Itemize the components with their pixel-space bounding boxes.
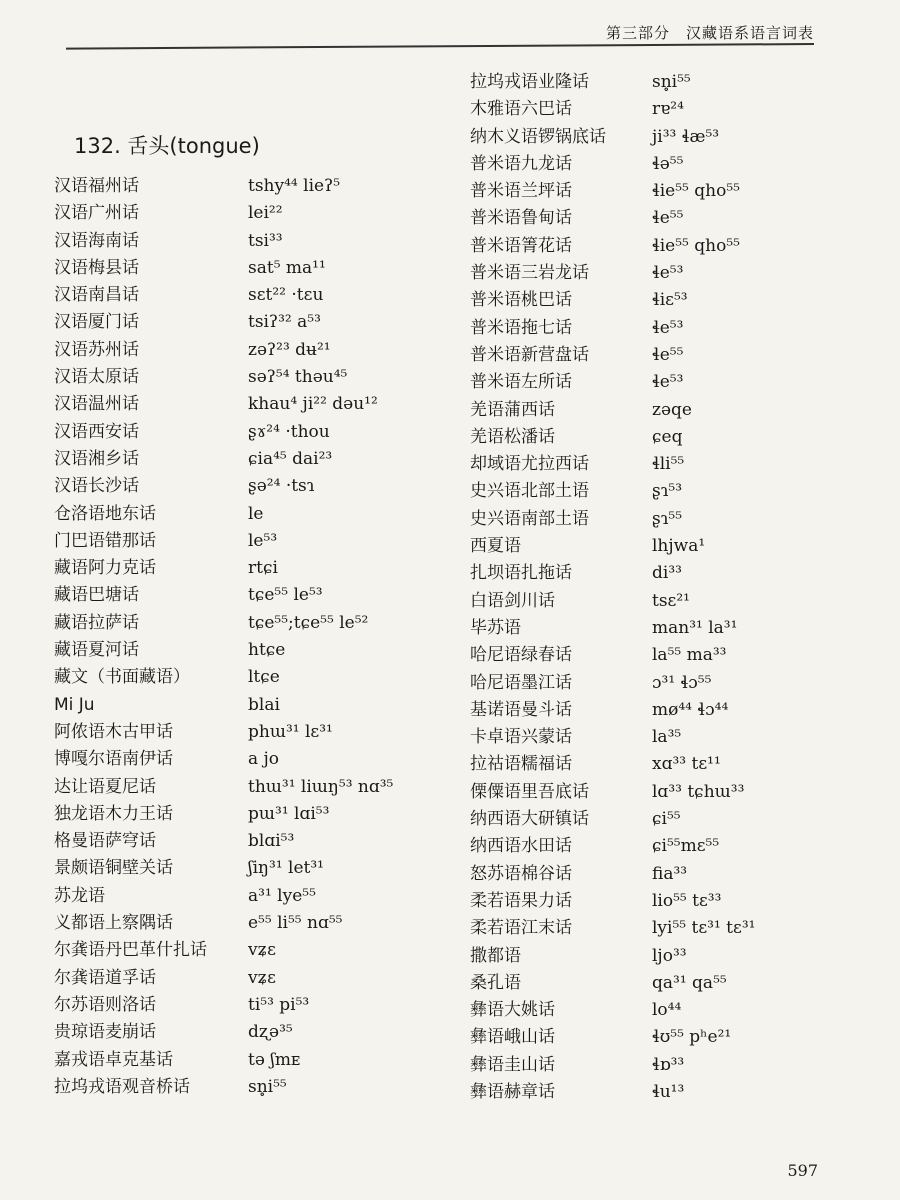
language-name: 阿侬语木古甲话 — [54, 721, 173, 742]
language-name: 门巴语错那话 — [54, 530, 156, 551]
language-name: 普米语箐花话 — [470, 235, 572, 256]
language-name: 哈尼语绿春话 — [470, 645, 572, 666]
language-name: 普米语左所话 — [470, 372, 572, 393]
word-form: zəʔ²³ dʉ²¹ — [248, 339, 331, 360]
word-form: la³⁵ — [652, 727, 682, 748]
word-form: di³³ — [652, 563, 682, 584]
word-entry-row — [470, 1024, 830, 1051]
word-entry-row — [54, 1019, 444, 1046]
word-entry-row — [470, 724, 830, 751]
word-entry-row — [470, 588, 830, 615]
word-entry-row — [54, 719, 444, 746]
word-form: sn̥i⁵⁵ — [652, 72, 691, 92]
word-entry-row — [470, 915, 830, 942]
word-entry-row — [54, 528, 444, 555]
word-form: xɑ³³ tɛ¹¹ — [652, 754, 721, 775]
word-form: qa³¹ qa⁵⁵ — [652, 972, 727, 993]
word-entry-row — [470, 670, 830, 697]
word-entry-row — [54, 910, 444, 937]
word-entry-row — [54, 391, 444, 418]
word-form: tə ʃmᴇ — [248, 1049, 301, 1070]
language-name: 苏龙语 — [54, 885, 105, 906]
word-entry-row — [470, 506, 830, 533]
word-form: ɬe⁵³ — [652, 372, 684, 393]
word-form: rtɕi — [248, 558, 278, 579]
word-form: vʑɛ — [248, 967, 276, 988]
word-entry-row — [470, 151, 830, 178]
word-entry-row — [54, 255, 444, 282]
word-form: le⁵³ — [248, 530, 278, 551]
word-form: tsiʔ³² a⁵³ — [248, 312, 321, 333]
language-name: 却域语尤拉西话 — [470, 454, 589, 475]
language-name: 白语剑川话 — [470, 590, 555, 611]
word-form: sn̥i⁵⁵ — [248, 1076, 287, 1097]
word-entry-row — [470, 342, 830, 369]
word-entry-row — [470, 96, 830, 123]
word-form: ɬli⁵⁵ — [652, 454, 685, 475]
word-entry-row — [54, 337, 444, 364]
word-entry-row — [54, 801, 444, 828]
left-column — [54, 173, 444, 1101]
language-name: 格曼语萨穹话 — [54, 831, 156, 852]
word-entry-row — [470, 397, 830, 424]
language-name: 汉语海南话 — [54, 230, 139, 251]
word-entry-row — [54, 419, 444, 446]
word-entry-row — [54, 200, 444, 227]
word-form: ɕi⁵⁵ — [652, 809, 681, 830]
language-name: 拉坞戎语业隆话 — [470, 72, 589, 92]
word-form: ltɕe — [248, 667, 280, 688]
word-entry-row — [470, 451, 830, 478]
word-form: ʂə²⁴ ·tsɿ — [248, 476, 315, 497]
language-name: 彝语赫章话 — [470, 1081, 555, 1102]
word-entry-row — [470, 970, 830, 997]
language-name: 仓洛语地东话 — [54, 503, 156, 524]
word-entry-row — [470, 69, 830, 96]
word-entry-row — [470, 260, 830, 287]
language-name: 毕苏语 — [470, 617, 521, 638]
language-name: 彝语峨山话 — [470, 1027, 555, 1048]
section-title: 132. 舌头(tongue) — [74, 134, 260, 158]
word-form: ɕia⁴⁵ dai²³ — [248, 448, 333, 469]
word-entry-row — [54, 282, 444, 309]
word-form: zəqe — [652, 399, 692, 420]
word-form: ɬie⁵⁵ qho⁵⁵ — [652, 181, 740, 202]
word-entry-row — [470, 861, 830, 888]
word-entry-row — [470, 888, 830, 915]
word-form: ʂɤ²⁴ ·thou — [248, 421, 330, 442]
language-name: 羌语松潘话 — [470, 426, 555, 447]
word-form: man³¹ la³¹ — [652, 617, 738, 638]
word-entry-row — [470, 997, 830, 1024]
word-form: htɕe — [248, 640, 286, 661]
word-form: ɔ³¹ ɬɔ⁵⁵ — [652, 672, 712, 693]
word-form: ɬe⁵⁵ — [652, 344, 684, 365]
language-name: 汉语苏州话 — [54, 339, 139, 360]
header-rule — [66, 43, 814, 50]
language-name: 傈僳语里吾底话 — [470, 781, 589, 802]
word-entry-row — [470, 287, 830, 314]
word-entry-row — [54, 1047, 444, 1074]
word-entry-row — [54, 855, 444, 882]
language-name: 普米语三岩龙话 — [470, 263, 589, 284]
word-form: lɑ³³ tɕhɯ³³ — [652, 781, 745, 802]
language-name: 汉语厦门话 — [54, 312, 139, 333]
word-form: dʐə³⁵ — [248, 1022, 293, 1043]
word-form: ɬe⁵³ — [652, 317, 684, 338]
word-form: khau⁴ ji²² dəu¹² — [248, 394, 378, 415]
language-name: 贵琼语麦崩话 — [54, 1022, 156, 1043]
word-entry-row — [54, 965, 444, 992]
word-entry-row — [470, 833, 830, 860]
word-entry-row — [54, 937, 444, 964]
word-entry-row — [470, 1052, 830, 1079]
language-name: 桑孔语 — [470, 972, 521, 993]
language-name: 藏语阿力克话 — [54, 558, 156, 579]
language-name: 景颇语铜壁关话 — [54, 858, 173, 879]
language-name: 普米语九龙话 — [470, 153, 572, 174]
word-form: a³¹ lye⁵⁵ — [248, 885, 316, 906]
language-name: 纳西语水田话 — [470, 836, 572, 857]
language-name: 嘉戎语卓克基话 — [54, 1049, 173, 1070]
word-form: ɕi⁵⁵mɛ⁵⁵ — [652, 836, 720, 857]
word-form: lio⁵⁵ tɛ³³ — [652, 890, 722, 911]
word-entry-row — [470, 369, 830, 396]
language-name: 汉语西安话 — [54, 421, 139, 442]
language-name: 彝语大姚话 — [470, 1000, 555, 1021]
word-entry-row — [54, 828, 444, 855]
word-form: mø⁴⁴ ɬɔ⁴⁴ — [652, 699, 729, 720]
language-name: 独龙语木力王话 — [54, 803, 173, 824]
word-form: ɬɒ³³ — [652, 1054, 685, 1075]
language-name: 藏语巴塘话 — [54, 585, 139, 606]
word-form: le — [248, 503, 264, 524]
word-entry-row — [54, 1074, 444, 1101]
word-entry-row — [54, 992, 444, 1019]
language-name: 撒都语 — [470, 945, 521, 966]
word-entry-row — [54, 610, 444, 637]
word-entry-row — [470, 642, 830, 669]
word-entry-row — [54, 473, 444, 500]
language-name: Mi Ju — [54, 694, 95, 715]
word-form: ʂɿ⁵³ — [652, 481, 683, 502]
word-form: lhjwa¹ — [652, 536, 706, 557]
word-entry-row — [54, 637, 444, 664]
language-name: 羌语蒲西话 — [470, 399, 555, 420]
word-entry-row — [470, 560, 830, 587]
word-entry-row — [54, 501, 444, 528]
word-form: tsɛ²¹ — [652, 590, 690, 611]
word-entry-row — [470, 697, 830, 724]
language-name: 汉语南昌话 — [54, 285, 139, 306]
word-form: tsi³³ — [248, 230, 283, 251]
word-form: a jo — [248, 749, 280, 770]
word-entry-row — [54, 664, 444, 691]
word-form: tshy⁴⁴ lieʔ⁵ — [248, 176, 341, 196]
word-entry-row — [470, 806, 830, 833]
page-number: 597 — [787, 1161, 818, 1180]
word-form: ɬə⁵⁵ — [652, 153, 684, 174]
word-entry-row — [470, 533, 830, 560]
word-entry-row — [470, 615, 830, 642]
word-entry-row — [54, 746, 444, 773]
language-name: 汉语长沙话 — [54, 476, 139, 497]
word-entry-row — [54, 555, 444, 582]
language-name: 柔若语江末话 — [470, 918, 572, 939]
word-entry-row — [470, 779, 830, 806]
language-name: 达让语夏尼话 — [54, 776, 156, 797]
language-name: 博嘎尔语南伊话 — [54, 749, 173, 770]
language-name: 纳木义语锣锅底话 — [470, 126, 606, 147]
language-name: 柔若语果力话 — [470, 890, 572, 911]
language-name: 普米语拖七话 — [470, 317, 572, 338]
word-form: fia³³ — [652, 863, 688, 884]
language-name: 尔苏语则洛话 — [54, 994, 156, 1015]
word-entry-row — [470, 124, 830, 151]
language-name: 汉语湘乡话 — [54, 448, 139, 469]
word-entry-row — [54, 774, 444, 801]
word-entry-row — [470, 205, 830, 232]
word-form: rɐ²⁴ — [652, 99, 684, 120]
language-name: 普米语新营盘话 — [470, 344, 589, 365]
word-form: ji³³ ɬæ⁵³ — [652, 126, 720, 147]
language-name: 哈尼语墨江话 — [470, 672, 572, 693]
language-name: 西夏语 — [470, 536, 521, 557]
language-name: 拉坞戎语观音桥话 — [54, 1076, 190, 1097]
word-form: ɬʊ⁵⁵ pʰe²¹ — [652, 1027, 732, 1048]
word-form: ɬe⁵³ — [652, 263, 684, 284]
word-form: ʂɿ⁵⁵ — [652, 508, 683, 529]
word-entry-row — [470, 478, 830, 505]
language-name: 纳西语大研镇话 — [470, 809, 589, 830]
language-name: 义都语上察隅话 — [54, 913, 173, 934]
word-form: səʔ⁵⁴ thəu⁴⁵ — [248, 367, 348, 388]
language-name: 汉语福州话 — [54, 176, 139, 196]
language-name: 汉语太原话 — [54, 367, 139, 388]
word-entry-row — [470, 424, 830, 451]
word-form: tɕe⁵⁵;tɕe⁵⁵ le⁵² — [248, 612, 369, 633]
word-entry-row — [54, 883, 444, 910]
word-entry-row — [54, 309, 444, 336]
word-form: ɬiɛ⁵³ — [652, 290, 688, 311]
language-name: 扎坝语扎拖话 — [470, 563, 572, 584]
word-form: blai — [248, 694, 280, 715]
word-form: thɯ³¹ liɯŋ⁵³ nɑ³⁵ — [248, 776, 394, 797]
language-name: 普米语桃巴话 — [470, 290, 572, 311]
language-name: 尔龚语丹巴革什扎话 — [54, 940, 207, 961]
word-form: ɬu¹³ — [652, 1081, 685, 1102]
word-form: ɕeq — [652, 426, 683, 447]
word-form: tɕe⁵⁵ le⁵³ — [248, 585, 323, 606]
word-form: ljo³³ — [652, 945, 687, 966]
word-form: sat⁵ ma¹¹ — [248, 257, 326, 278]
language-name: 汉语梅县话 — [54, 257, 139, 278]
word-form: e⁵⁵ li⁵⁵ nɑ⁵⁵ — [248, 913, 343, 934]
word-entry-row — [54, 228, 444, 255]
language-name: 彝语圭山话 — [470, 1054, 555, 1075]
word-form: lei²² — [248, 203, 283, 224]
right-column — [470, 69, 830, 1106]
word-form: sɛt²² ·tɛu — [248, 285, 324, 306]
word-entry-row — [470, 943, 830, 970]
word-form: phɯ³¹ lɛ³¹ — [248, 721, 333, 742]
language-name: 汉语广州话 — [54, 203, 139, 224]
word-entry-row — [470, 178, 830, 205]
language-name: 史兴语北部土语 — [470, 481, 589, 502]
word-form: ti⁵³ pi⁵³ — [248, 994, 310, 1015]
word-entry-row — [470, 315, 830, 342]
language-name: 卡卓语兴蒙话 — [470, 727, 572, 748]
word-entry-row — [54, 446, 444, 473]
word-form: lyi⁵⁵ tɛ³¹ tɛ³¹ — [652, 918, 756, 939]
language-name: 普米语兰坪话 — [470, 181, 572, 202]
language-name: 普米语鲁甸话 — [470, 208, 572, 229]
language-name: 汉语温州话 — [54, 394, 139, 415]
word-entry-row — [54, 692, 444, 719]
word-form: vʑɛ — [248, 940, 276, 961]
word-entry-row — [470, 233, 830, 260]
word-entry-row — [54, 173, 444, 200]
word-entry-row — [470, 1079, 830, 1106]
word-entry-row — [470, 751, 830, 778]
word-form: ɬie⁵⁵ qho⁵⁵ — [652, 235, 740, 256]
language-name: 史兴语南部土语 — [470, 508, 589, 529]
word-form: ʃiŋ³¹ let³¹ — [248, 858, 324, 879]
language-name: 基诺语曼斗话 — [470, 699, 572, 720]
language-name: 拉祜语糯福话 — [470, 754, 572, 775]
word-form: ɬe⁵⁵ — [652, 208, 684, 229]
language-name: 藏语拉萨话 — [54, 612, 139, 633]
word-entry-row — [54, 364, 444, 391]
language-name: 怒苏语棉谷话 — [470, 863, 572, 884]
word-entry-row — [54, 582, 444, 609]
word-form: blɑi⁵³ — [248, 831, 295, 852]
language-name: 藏文（书面藏语） — [54, 667, 190, 688]
language-name: 木雅语六巴话 — [470, 99, 572, 120]
word-form: lo⁴⁴ — [652, 1000, 682, 1021]
language-name: 尔龚语道孚话 — [54, 967, 156, 988]
word-form: la⁵⁵ ma³³ — [652, 645, 727, 666]
running-header: 第三部分 汉藏语系语言词表 — [605, 24, 814, 42]
language-name: 藏语夏河话 — [54, 640, 139, 661]
word-form: pɯ³¹ lɑi⁵³ — [248, 803, 330, 824]
